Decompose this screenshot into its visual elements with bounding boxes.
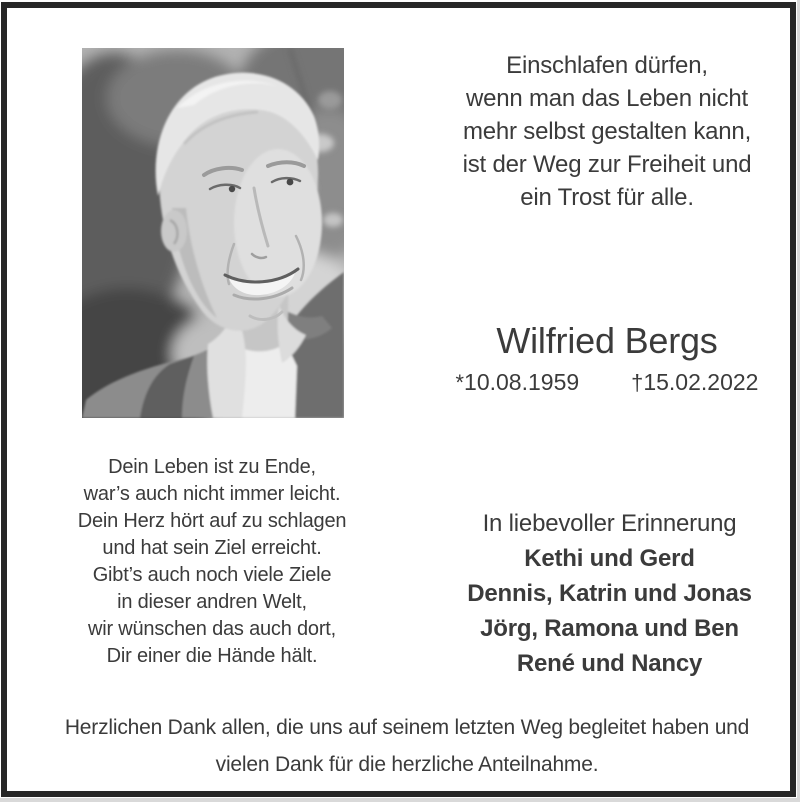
farewell-verse-line: in dieser andren Welt, <box>117 591 307 613</box>
scan-edge-bottom <box>0 798 800 802</box>
memorial-block <box>422 506 797 681</box>
deceased-name: Wilfried Bergs <box>496 320 718 361</box>
mourner-name: Dennis, Katrin und Jonas <box>467 580 752 607</box>
opening-verse-line: ist der Weg zur Freiheit und <box>462 151 752 178</box>
farewell-verse-line: wir wünschen das auch dort, <box>87 618 337 640</box>
farewell-verse-line: Gibt’s auch noch viele Ziele <box>92 564 332 586</box>
farewell-verse-line: Dein Leben ist zu Ende, <box>108 456 316 478</box>
opening-verse-line: ein Trost für alle. <box>520 184 694 211</box>
portrait-photo-graphic <box>82 48 344 418</box>
memorial-intro: In liebevoller Erinnerung <box>482 510 737 537</box>
death-date: †15.02.2022 <box>631 369 759 395</box>
portrait-photo <box>82 48 344 418</box>
death-cross-symbol: † <box>631 370 644 395</box>
farewell-verse-line: war’s auch nicht immer leicht. <box>83 483 341 505</box>
thanks-note <box>22 709 792 783</box>
life-dates <box>417 368 797 397</box>
opening-verse-line: Einschlafen dürfen, <box>506 52 708 79</box>
thanks-note-line: Herzlichen Dank allen, die uns auf seinem letzten Weg begleitet haben und <box>64 716 750 739</box>
thanks-note-line: vielen Dank für die herzliche Anteilnahme. <box>215 753 599 776</box>
opening-verse-line: mehr selbst gestalten kann, <box>462 118 752 145</box>
farewell-verse <box>42 454 382 670</box>
opening-verse <box>417 49 797 214</box>
farewell-verse-line: und hat sein Ziel erreicht. <box>102 537 322 559</box>
birth-date: *10.08.1959 <box>455 369 580 395</box>
mourner-name: Kethi und Gerd <box>524 545 695 572</box>
opening-verse-line: wenn man das Leben nicht <box>465 85 749 112</box>
farewell-verse-line: Dir einer die Hände hält. <box>106 645 318 667</box>
mourner-name: Jörg, Ramona und Ben <box>480 615 739 642</box>
birth-symbol: * <box>455 370 465 395</box>
mourner-name: René und Nancy <box>516 650 703 677</box>
notice-frame <box>1 2 796 797</box>
farewell-verse-line: Dein Herz hört auf zu schlagen <box>77 510 347 532</box>
